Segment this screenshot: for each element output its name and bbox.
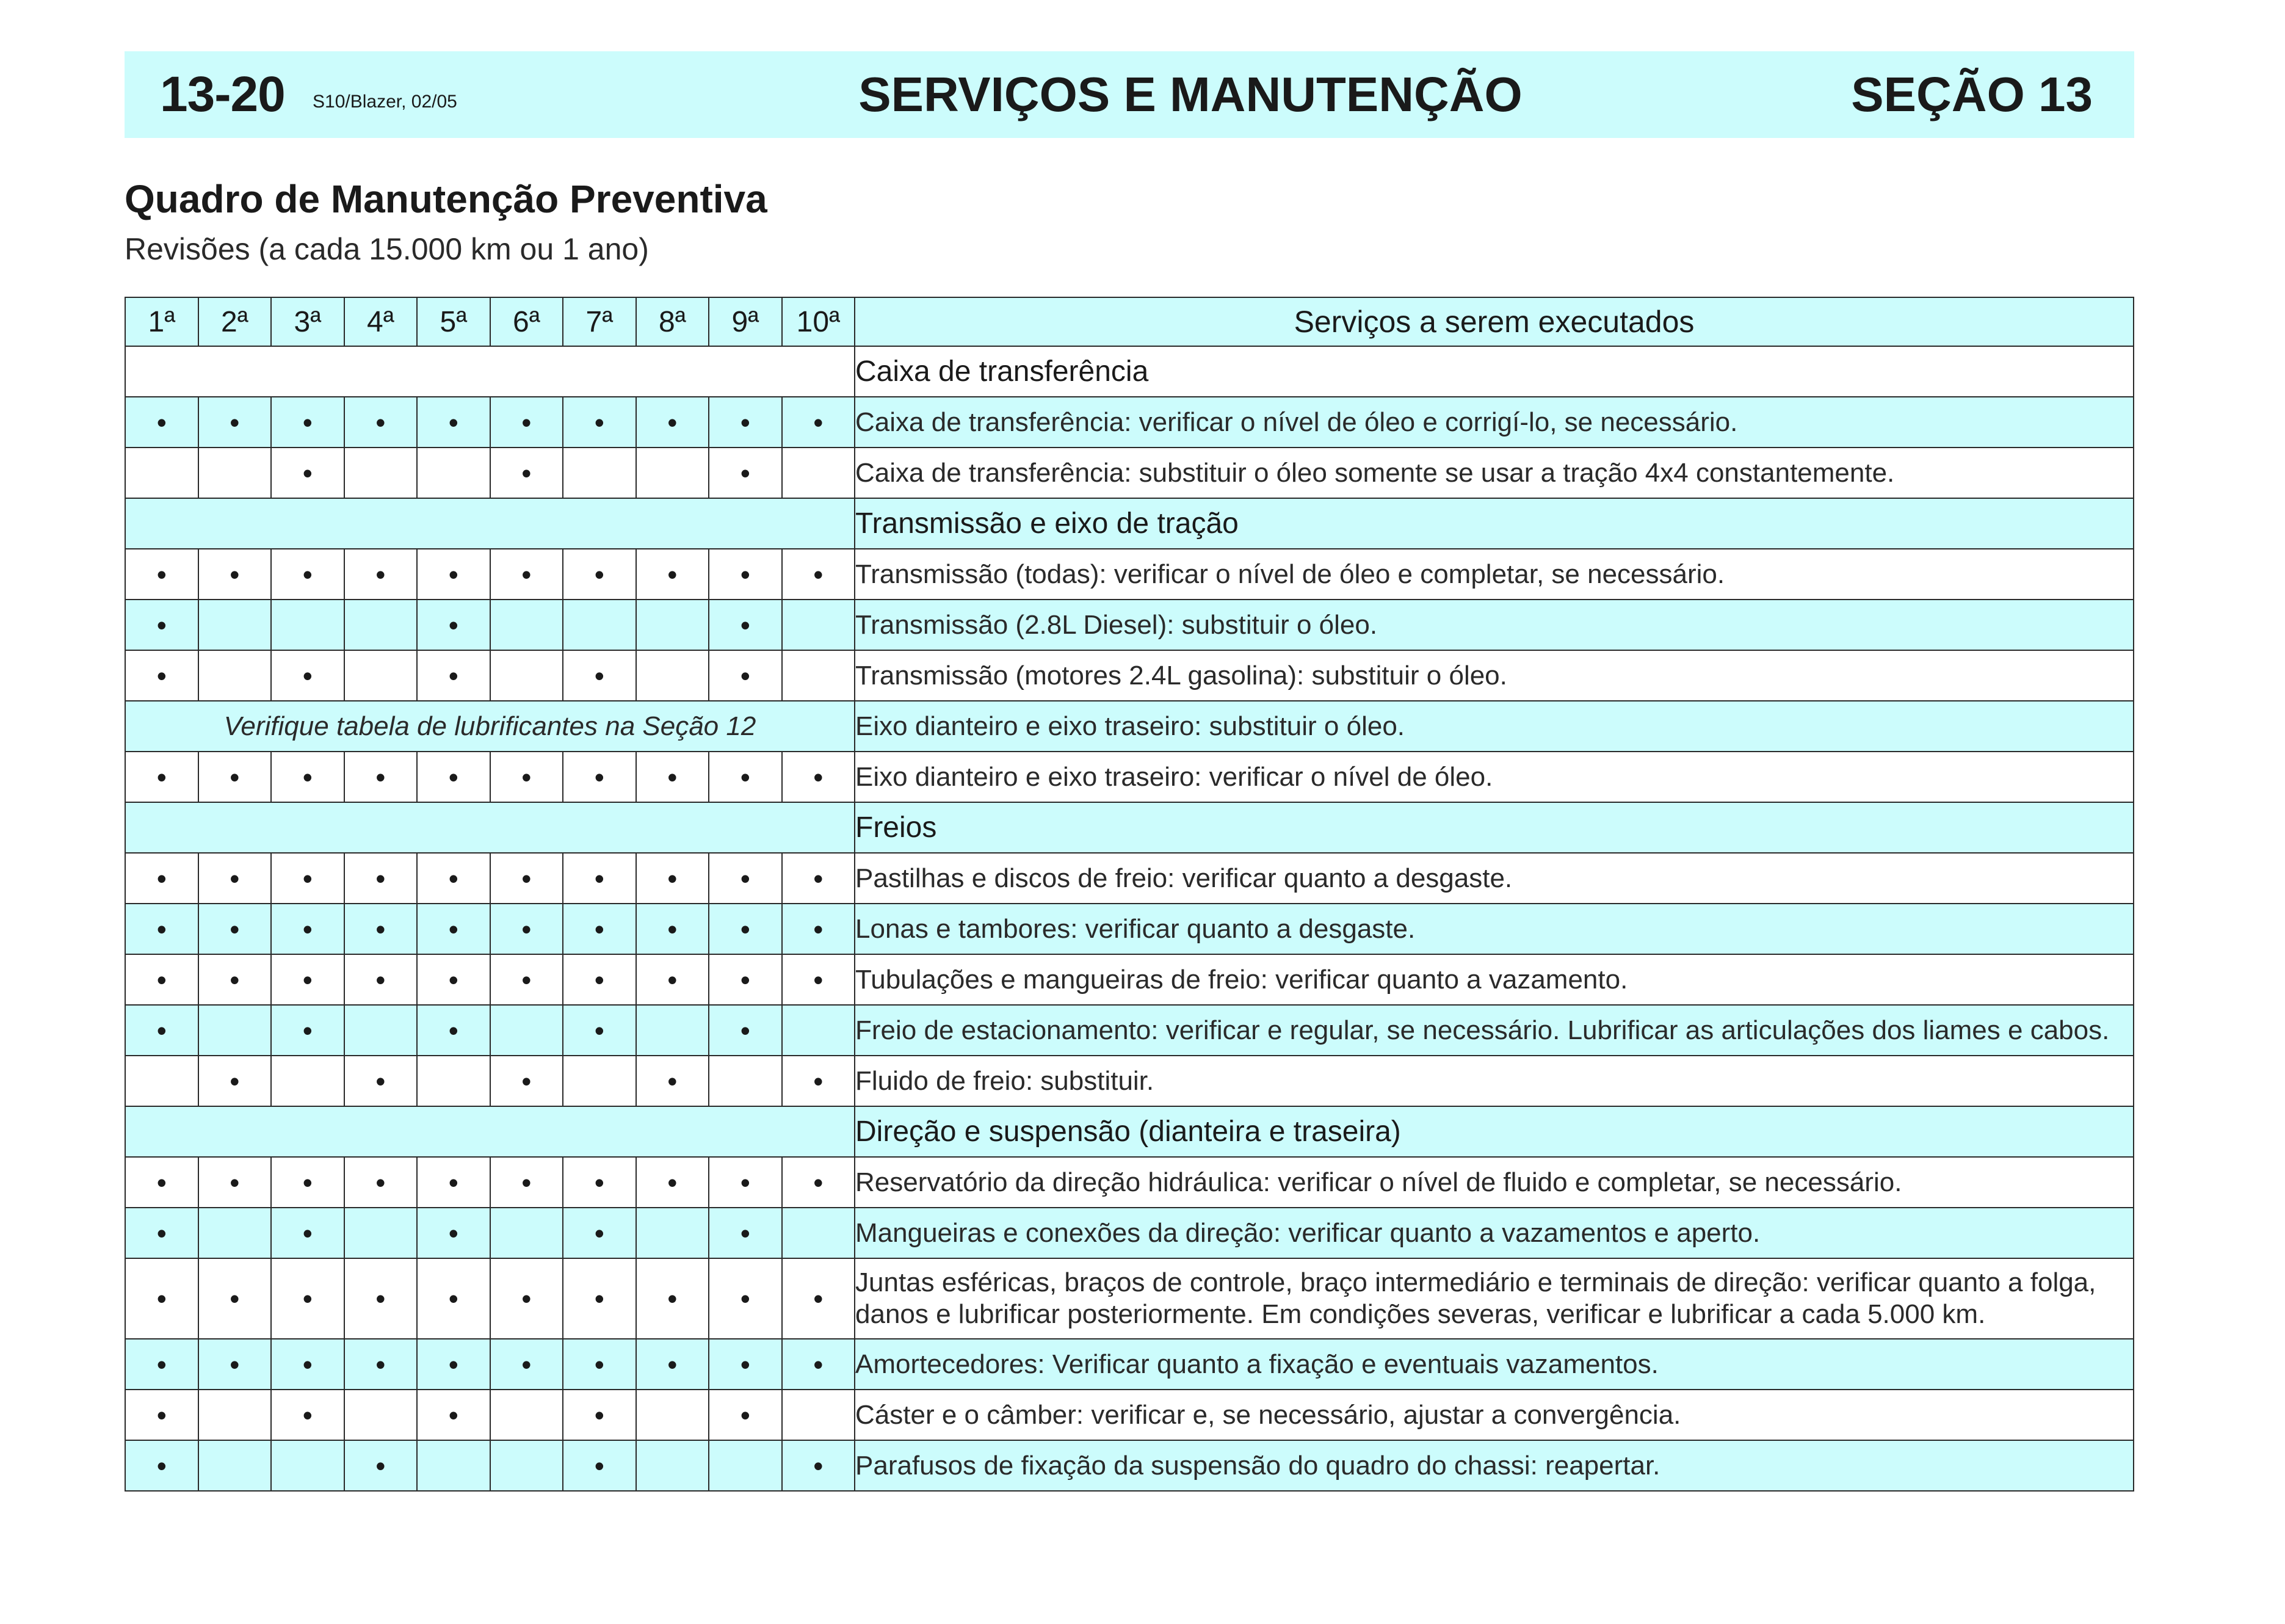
revision-empty bbox=[490, 1440, 563, 1491]
revision-mark: • bbox=[344, 549, 418, 600]
table-row bbox=[125, 701, 2134, 752]
revision-mark: • bbox=[782, 1157, 855, 1208]
revision-mark: • bbox=[490, 1258, 563, 1339]
section-row bbox=[125, 802, 2134, 853]
service-description: Tubulações e mangueiras de freio: verificar quanto a vazamento. bbox=[855, 954, 2134, 1005]
revision-mark: • bbox=[490, 549, 563, 600]
table-row bbox=[125, 448, 2134, 498]
revision-empty bbox=[782, 650, 855, 701]
revision-mark: • bbox=[417, 650, 490, 701]
model-date: S10/Blazer, 02/05 bbox=[313, 92, 457, 112]
revision-mark: • bbox=[271, 904, 344, 954]
revision-mark: • bbox=[563, 650, 636, 701]
revision-mark: • bbox=[125, 1208, 198, 1258]
revision-mark: • bbox=[636, 954, 709, 1005]
revision-mark: • bbox=[417, 853, 490, 904]
revision-empty bbox=[490, 600, 563, 650]
revision-mark: • bbox=[125, 1157, 198, 1208]
revision-empty bbox=[782, 448, 855, 498]
revision-empty bbox=[636, 1390, 709, 1440]
revision-mark: • bbox=[198, 1157, 272, 1208]
revision-mark: • bbox=[636, 1339, 709, 1390]
page-number: 13-20 bbox=[160, 67, 285, 122]
service-description: Cáster e o câmber: verificar e, se necessário, ajustar a convergência. bbox=[855, 1390, 2134, 1440]
revision-empty bbox=[271, 1056, 344, 1106]
service-description: Transmissão (motores 2.4L gasolina): substituir o óleo. bbox=[855, 650, 2134, 701]
table-row bbox=[125, 1005, 2134, 1056]
revision-mark: • bbox=[125, 853, 198, 904]
revision-empty bbox=[636, 600, 709, 650]
service-description: Mangueiras e conexões da direção: verificar quanto a vazamentos e aperto. bbox=[855, 1208, 2134, 1258]
revision-mark: • bbox=[198, 549, 272, 600]
revision-mark: • bbox=[417, 1157, 490, 1208]
revision-mark: • bbox=[709, 1157, 782, 1208]
revision-mark: • bbox=[344, 1056, 418, 1106]
revision-mark: • bbox=[271, 1390, 344, 1440]
revision-empty bbox=[490, 650, 563, 701]
revision-mark: • bbox=[709, 752, 782, 802]
revision-mark: • bbox=[636, 1258, 709, 1339]
table-row bbox=[125, 1390, 2134, 1440]
table-row bbox=[125, 954, 2134, 1005]
table-row bbox=[125, 397, 2134, 448]
revision-empty bbox=[782, 1208, 855, 1258]
revision-mark: • bbox=[271, 1005, 344, 1056]
revision-mark: • bbox=[417, 954, 490, 1005]
revision-mark: • bbox=[709, 1208, 782, 1258]
revision-mark: • bbox=[490, 954, 563, 1005]
revision-mark: • bbox=[636, 1157, 709, 1208]
revision-header: 7ª bbox=[563, 297, 636, 346]
revision-header: 8ª bbox=[636, 297, 709, 346]
revision-mark: • bbox=[709, 549, 782, 600]
revision-mark: • bbox=[344, 904, 418, 954]
revision-empty bbox=[636, 1440, 709, 1491]
revision-empty bbox=[344, 1390, 418, 1440]
revision-mark: • bbox=[782, 397, 855, 448]
table-body bbox=[125, 346, 2134, 1491]
revision-mark: • bbox=[271, 1157, 344, 1208]
table-row bbox=[125, 1258, 2134, 1339]
table-row bbox=[125, 1157, 2134, 1208]
revision-mark: • bbox=[709, 397, 782, 448]
revision-mark: • bbox=[636, 397, 709, 448]
table-row bbox=[125, 752, 2134, 802]
service-description: Lonas e tambores: verificar quanto a desgaste. bbox=[855, 904, 2134, 954]
revision-mark: • bbox=[417, 1005, 490, 1056]
revision-mark: • bbox=[125, 397, 198, 448]
revision-mark: • bbox=[198, 954, 272, 1005]
revision-mark: • bbox=[271, 1208, 344, 1258]
revision-empty bbox=[490, 1005, 563, 1056]
document-subtitle: Revisões (a cada 15.000 km ou 1 ano) bbox=[125, 232, 649, 266]
revision-mark: • bbox=[125, 650, 198, 701]
revision-mark: • bbox=[709, 600, 782, 650]
revision-empty bbox=[563, 448, 636, 498]
table-row bbox=[125, 600, 2134, 650]
revision-mark: • bbox=[490, 1339, 563, 1390]
section-heading: Direção e suspensão (dianteira e traseira) bbox=[855, 1106, 2134, 1157]
revision-mark: • bbox=[344, 853, 418, 904]
section-label: SEÇÃO 13 bbox=[1851, 67, 2093, 121]
revision-mark: • bbox=[709, 954, 782, 1005]
revision-empty bbox=[344, 650, 418, 701]
revision-mark: • bbox=[636, 549, 709, 600]
revision-mark: • bbox=[271, 954, 344, 1005]
lubricant-note: Verifique tabela de lubrificantes na Seção 12 bbox=[125, 701, 855, 752]
revision-mark: • bbox=[344, 1157, 418, 1208]
revision-mark: • bbox=[636, 1056, 709, 1106]
revision-empty bbox=[563, 1056, 636, 1106]
revision-mark: • bbox=[198, 752, 272, 802]
revision-empty bbox=[125, 448, 198, 498]
revision-mark: • bbox=[271, 397, 344, 448]
revision-mark: • bbox=[709, 853, 782, 904]
table-row bbox=[125, 853, 2134, 904]
revision-mark: • bbox=[782, 1056, 855, 1106]
table-row bbox=[125, 1208, 2134, 1258]
revision-mark: • bbox=[198, 904, 272, 954]
revision-mark: • bbox=[563, 1390, 636, 1440]
section-row bbox=[125, 498, 2134, 549]
service-description: Juntas esféricas, braços de controle, braço intermediário e terminais de direção: verificar quanto a folga, danos e lubrificar posteriormente. Em condições severas, verificar e lubrificar a cada 5.000 km. bbox=[855, 1258, 2134, 1339]
revision-empty bbox=[198, 600, 272, 650]
revision-mark: • bbox=[709, 1339, 782, 1390]
service-description: Pastilhas e discos de freio: verificar quanto a desgaste. bbox=[855, 853, 2134, 904]
service-description: Fluido de freio: substituir. bbox=[855, 1056, 2134, 1106]
revision-mark: • bbox=[344, 1339, 418, 1390]
revision-mark: • bbox=[198, 853, 272, 904]
revision-empty bbox=[417, 1056, 490, 1106]
revision-empty bbox=[344, 600, 418, 650]
empty-revision-cells bbox=[125, 498, 855, 549]
revision-mark: • bbox=[563, 1339, 636, 1390]
revision-mark: • bbox=[490, 752, 563, 802]
maintenance-table bbox=[125, 297, 2134, 1492]
revision-empty bbox=[563, 600, 636, 650]
revision-empty bbox=[344, 448, 418, 498]
service-description: Transmissão (2.8L Diesel): substituir o óleo. bbox=[855, 600, 2134, 650]
revision-header: 3ª bbox=[271, 297, 344, 346]
revision-mark: • bbox=[417, 1258, 490, 1339]
revision-mark: • bbox=[490, 904, 563, 954]
revision-empty bbox=[636, 1005, 709, 1056]
document-title: Quadro de Manutenção Preventiva bbox=[125, 177, 767, 221]
services-header: Serviços a serem executados bbox=[855, 297, 2134, 346]
revision-mark: • bbox=[709, 904, 782, 954]
section-heading: Freios bbox=[855, 802, 2134, 853]
revision-empty bbox=[198, 1005, 272, 1056]
revision-mark: • bbox=[636, 752, 709, 802]
service-description: Freio de estacionamento: verificar e regular, se necessário. Lubrificar as articulações dos liames e cabos. bbox=[855, 1005, 2134, 1056]
revision-empty bbox=[125, 1056, 198, 1106]
service-description: Amortecedores: Verificar quanto a fixação e eventuais vazamentos. bbox=[855, 1339, 2134, 1390]
revision-header: 4ª bbox=[344, 297, 418, 346]
revision-mark: • bbox=[417, 397, 490, 448]
revision-mark: • bbox=[563, 853, 636, 904]
service-description: Transmissão (todas): verificar o nível de óleo e completar, se necessário. bbox=[855, 549, 2134, 600]
revision-empty bbox=[198, 1390, 272, 1440]
revision-empty bbox=[782, 1390, 855, 1440]
section-row bbox=[125, 1106, 2134, 1157]
section-heading: Caixa de transferência bbox=[855, 346, 2134, 397]
revision-mark: • bbox=[125, 600, 198, 650]
revision-mark: • bbox=[125, 904, 198, 954]
section-row bbox=[125, 346, 2134, 397]
revision-empty bbox=[782, 600, 855, 650]
revision-empty bbox=[198, 448, 272, 498]
revision-mark: • bbox=[782, 954, 855, 1005]
revision-mark: • bbox=[125, 752, 198, 802]
service-description: Caixa de transferência: substituir o óleo somente se usar a tração 4x4 constantemente. bbox=[855, 448, 2134, 498]
table-row bbox=[125, 1339, 2134, 1390]
revision-empty bbox=[198, 1440, 272, 1491]
revision-mark: • bbox=[271, 650, 344, 701]
table-row bbox=[125, 549, 2134, 600]
revision-mark: • bbox=[417, 1390, 490, 1440]
revision-empty bbox=[271, 1440, 344, 1491]
revision-mark: • bbox=[198, 1056, 272, 1106]
revision-mark: • bbox=[198, 1339, 272, 1390]
revision-mark: • bbox=[125, 1005, 198, 1056]
revision-mark: • bbox=[709, 1005, 782, 1056]
revision-mark: • bbox=[344, 954, 418, 1005]
empty-revision-cells bbox=[125, 802, 855, 853]
revision-empty bbox=[636, 448, 709, 498]
revision-mark: • bbox=[271, 549, 344, 600]
revision-mark: • bbox=[782, 1339, 855, 1390]
revision-mark: • bbox=[782, 549, 855, 600]
revision-mark: • bbox=[271, 1258, 344, 1339]
revision-mark: • bbox=[417, 752, 490, 802]
revision-mark: • bbox=[198, 397, 272, 448]
revision-mark: • bbox=[782, 752, 855, 802]
revision-empty bbox=[709, 1056, 782, 1106]
revision-header: 9ª bbox=[709, 297, 782, 346]
revision-mark: • bbox=[344, 752, 418, 802]
revision-header: 6ª bbox=[490, 297, 563, 346]
revision-mark: • bbox=[782, 1258, 855, 1339]
revision-mark: • bbox=[490, 1056, 563, 1106]
revision-mark: • bbox=[782, 1440, 855, 1491]
revision-empty bbox=[636, 650, 709, 701]
service-description: Eixo dianteiro e eixo traseiro: substituir o óleo. bbox=[855, 701, 2134, 752]
service-description: Caixa de transferência: verificar o nível de óleo e corrigí-lo, se necessário. bbox=[855, 397, 2134, 448]
revision-mark: • bbox=[490, 397, 563, 448]
revision-mark: • bbox=[563, 1157, 636, 1208]
revision-empty bbox=[344, 1005, 418, 1056]
empty-revision-cells bbox=[125, 1106, 855, 1157]
revision-mark: • bbox=[490, 1157, 563, 1208]
revision-mark: • bbox=[125, 549, 198, 600]
revision-mark: • bbox=[563, 1440, 636, 1491]
service-description: Parafusos de fixação da suspensão do quadro do chassi: reapertar. bbox=[855, 1440, 2134, 1491]
revision-mark: • bbox=[417, 904, 490, 954]
revision-mark: • bbox=[709, 1258, 782, 1339]
revision-mark: • bbox=[417, 600, 490, 650]
revision-mark: • bbox=[417, 1339, 490, 1390]
revision-mark: • bbox=[125, 1258, 198, 1339]
revision-mark: • bbox=[271, 752, 344, 802]
revision-mark: • bbox=[563, 954, 636, 1005]
revision-mark: • bbox=[125, 1339, 198, 1390]
revision-empty bbox=[490, 1390, 563, 1440]
revision-header: 2ª bbox=[198, 297, 272, 346]
revision-empty bbox=[782, 1005, 855, 1056]
revision-mark: • bbox=[709, 650, 782, 701]
revision-mark: • bbox=[490, 853, 563, 904]
table-row bbox=[125, 1440, 2134, 1491]
revision-header: 1ª bbox=[125, 297, 198, 346]
section-heading: Transmissão e eixo de tração bbox=[855, 498, 2134, 549]
revision-mark: • bbox=[563, 1005, 636, 1056]
revision-mark: • bbox=[417, 549, 490, 600]
revision-mark: • bbox=[782, 904, 855, 954]
revision-empty bbox=[490, 1208, 563, 1258]
revision-empty bbox=[344, 1208, 418, 1258]
revision-mark: • bbox=[198, 1258, 272, 1339]
revision-empty bbox=[198, 1208, 272, 1258]
revision-mark: • bbox=[125, 1390, 198, 1440]
revision-mark: • bbox=[271, 853, 344, 904]
revision-header: 10ª bbox=[782, 297, 855, 346]
revision-mark: • bbox=[563, 1258, 636, 1339]
revision-mark: • bbox=[563, 752, 636, 802]
revision-mark: • bbox=[344, 1440, 418, 1491]
revision-mark: • bbox=[490, 448, 563, 498]
revision-mark: • bbox=[271, 448, 344, 498]
header-title: SERVIÇOS E MANUTENÇÃO bbox=[858, 67, 1523, 121]
revision-mark: • bbox=[563, 904, 636, 954]
revision-empty bbox=[417, 1440, 490, 1491]
revision-empty bbox=[709, 1440, 782, 1491]
revision-mark: • bbox=[636, 904, 709, 954]
revision-mark: • bbox=[417, 1208, 490, 1258]
table-row bbox=[125, 904, 2134, 954]
table-row bbox=[125, 650, 2134, 701]
revision-empty bbox=[271, 600, 344, 650]
revision-mark: • bbox=[125, 1440, 198, 1491]
revision-mark: • bbox=[782, 853, 855, 904]
table-header-row bbox=[125, 297, 2134, 346]
revision-mark: • bbox=[636, 853, 709, 904]
revision-mark: • bbox=[563, 397, 636, 448]
service-description: Reservatório da direção hidráulica: verificar o nível de fluido e completar, se necessário. bbox=[855, 1157, 2134, 1208]
revision-empty bbox=[198, 650, 272, 701]
revision-header: 5ª bbox=[417, 297, 490, 346]
revision-mark: • bbox=[709, 448, 782, 498]
revision-mark: • bbox=[563, 1208, 636, 1258]
service-description: Eixo dianteiro e eixo traseiro: verificar o nível de óleo. bbox=[855, 752, 2134, 802]
revision-empty bbox=[636, 1208, 709, 1258]
revision-mark: • bbox=[271, 1339, 344, 1390]
revision-empty bbox=[417, 448, 490, 498]
revision-mark: • bbox=[344, 397, 418, 448]
empty-revision-cells bbox=[125, 346, 855, 397]
revision-mark: • bbox=[709, 1390, 782, 1440]
revision-mark: • bbox=[563, 549, 636, 600]
table-row bbox=[125, 1056, 2134, 1106]
revision-mark: • bbox=[125, 954, 198, 1005]
revision-mark: • bbox=[344, 1258, 418, 1339]
